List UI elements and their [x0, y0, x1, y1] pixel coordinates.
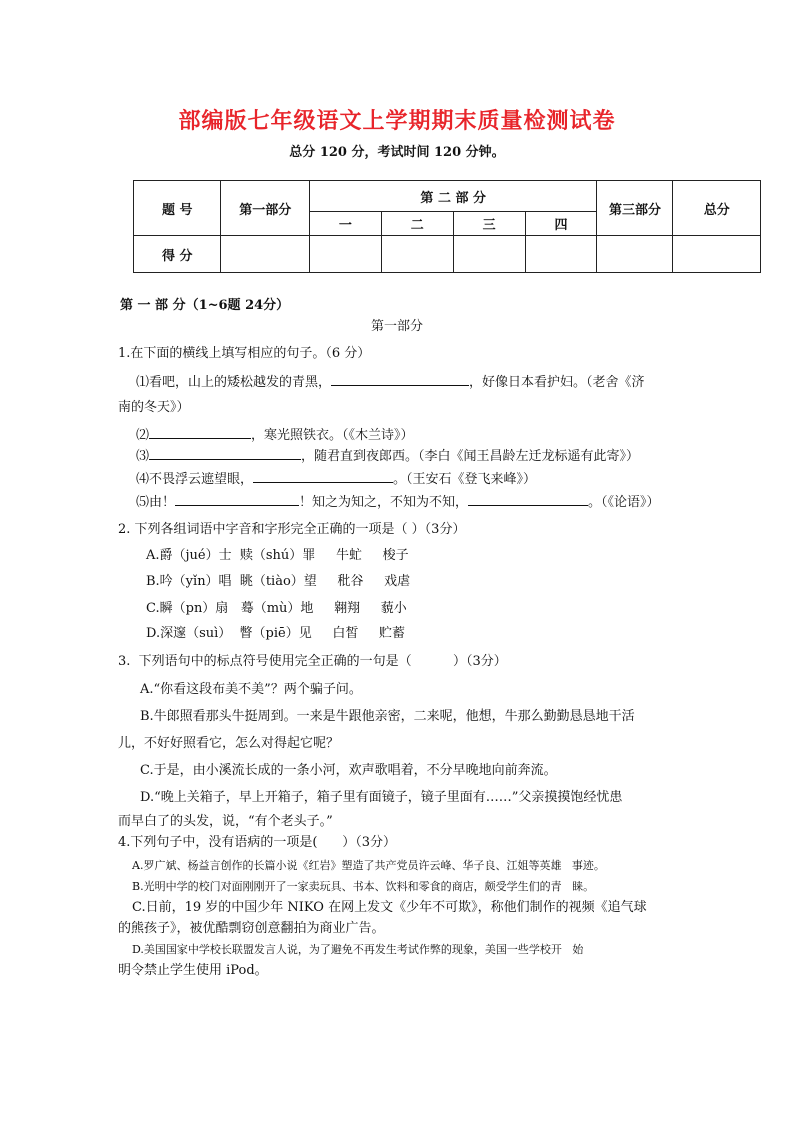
q1-item5-text3: 。（《论语》）	[588, 495, 660, 510]
page-title: 部编版七年级语文上学期期末质量检测试卷	[178, 109, 616, 134]
q1-item2	[136, 426, 414, 445]
score-cell[interactable]	[525, 236, 597, 273]
section1-heading: 第 一 部 分（1~6题 24分）	[120, 298, 290, 313]
score-table	[133, 180, 761, 273]
q4-option-c-cont: 的熊孩子》，被优酷剽窃创意翻拍为商业广告。	[118, 921, 385, 936]
answer-blank[interactable]	[253, 470, 393, 483]
q1-item4-text2: 。（王安石《登飞来峰》）	[393, 472, 537, 487]
q1-item3	[136, 447, 639, 466]
sub-col-1: 一	[310, 212, 382, 236]
q1-item1-text: ⑴看吧，山上的矮松越发的青黑，	[136, 375, 332, 390]
q1-item3-text: ，随君直到夜郎西。（李白《闻王昌龄左迁龙标遥有此寄》）	[301, 449, 640, 464]
q1-item5-text: ⑸由！	[136, 495, 176, 510]
score-cell[interactable]	[453, 236, 525, 273]
q3-option-d-cont: 而早白了的头发，说，“有个老头子。”	[118, 814, 333, 829]
answer-blank[interactable]	[468, 493, 588, 506]
q1-item1-cont: 南的冬天》）	[118, 400, 190, 415]
q3-option-a[interactable]: A.“你看这段布美不美”？两个骗子问。	[140, 682, 362, 697]
q3-option-c[interactable]: C.于是，由小溪流长成的一条小河，欢声歌唱着，不分早晚地向前奔流。	[140, 763, 557, 778]
part3-header: 第三部分	[597, 181, 673, 236]
answer-blank[interactable]	[149, 426, 251, 439]
q1-item1-text2: ，好像日本看护妇。（老舍《济	[469, 375, 645, 390]
q4-option-b[interactable]: B.光明中学的校门对面刚刚开了一家卖玩具、书本、饮料和零食的商店，颇受学生们的青 睐。	[132, 880, 595, 893]
q2-option-a[interactable]: A.爵（jué）士 赎（shú）罪 牛虻 梭子	[146, 548, 409, 563]
score-cell[interactable]	[381, 236, 453, 273]
q1-item1	[136, 373, 645, 392]
q2-stem: 2. 下列各组词语中字音和字形完全正确的一项是（ ）（3分）	[118, 522, 466, 537]
q1-stem: 1.在下面的横线上填写相应的句子。（6 分）	[118, 346, 371, 361]
total-header: 总分	[673, 181, 761, 236]
part2-header: 第 二 部 分	[310, 181, 597, 212]
section1-label: 第一部分	[370, 319, 423, 334]
q1-item3-num: ⑶	[136, 449, 150, 464]
q4-option-d[interactable]: D.美国国家中学校长联盟发言人说，为了避免不再发生考试作弊的现象，美国一些学校开 始	[132, 943, 584, 956]
q1-item2-text: ，寒光照铁衣。（《木兰诗》）	[251, 428, 414, 443]
q4-stem: 4.下列句子中，没有语病的一项是( ）（3分）	[118, 835, 397, 850]
q2-option-d[interactable]: D.深邃（suì） 瞥（piē）见 白皙 贮蓄	[146, 626, 406, 641]
part1-header: 第一部分	[221, 181, 310, 236]
answer-blank[interactable]	[331, 373, 469, 386]
score-cell[interactable]	[310, 236, 382, 273]
q1-item4-text: ⑷不畏浮云遮望眼，	[136, 472, 254, 487]
q3-option-b-cont: 儿，不好好照看它，怎么对得起它呢？	[118, 736, 340, 751]
q2-option-c[interactable]: C.瞬（pn）扇 蓦（mù）地 翱翔 藐小	[146, 601, 407, 616]
q4-option-d-cont: 明令禁止学生使用 iPod。	[118, 963, 268, 978]
q4-option-c[interactable]: C.日前，19 岁的中国少年 NIKO 在网上发文《少年不可欺》，称他们制作的视频《追气球	[132, 900, 647, 915]
answer-blank[interactable]	[149, 447, 301, 460]
score-row-label: 得 分	[134, 236, 221, 273]
q3-option-d[interactable]: D.“晚上关箱子，早上开箱子，箱子里有面镜子，镜子里面有……”父亲摸摸饱经忧患	[140, 790, 623, 805]
exam-info: 总分 120 分，考试时间 120 分钟。	[289, 145, 505, 160]
score-cell[interactable]	[673, 236, 761, 273]
sub-col-3: 三	[453, 212, 525, 236]
score-cell[interactable]	[597, 236, 673, 273]
q1-item2-num: ⑵	[136, 428, 150, 443]
score-cell[interactable]	[221, 236, 310, 273]
sub-col-2: 二	[381, 212, 453, 236]
q2-option-b[interactable]: B.吟（yǐn）唱 眺（tiào）望 秕谷 戏虐	[146, 574, 411, 589]
q4-option-a[interactable]: A.罗广斌、杨益言创作的长篇小说《红岩》塑造了共产党员许云峰、华子良、江姐等英雄 事迹。	[132, 859, 605, 872]
q3-option-b[interactable]: B.牛郎照看那头牛挺周到。一来是牛跟他亲密，二来呢，他想，牛那么勤勤恳恳地干活	[140, 709, 635, 724]
q1-item5-text2: ！知之为知之，不知为不知，	[299, 495, 469, 510]
q1-item4	[136, 470, 536, 489]
sub-col-4: 四	[525, 212, 597, 236]
col-title: 题 号	[134, 181, 221, 236]
answer-blank[interactable]	[175, 493, 299, 506]
q3-stem: 3. 下列语句中的标点符号使用完全正确的一句是（ ）（3分）	[118, 654, 507, 669]
q1-item5	[136, 493, 660, 512]
